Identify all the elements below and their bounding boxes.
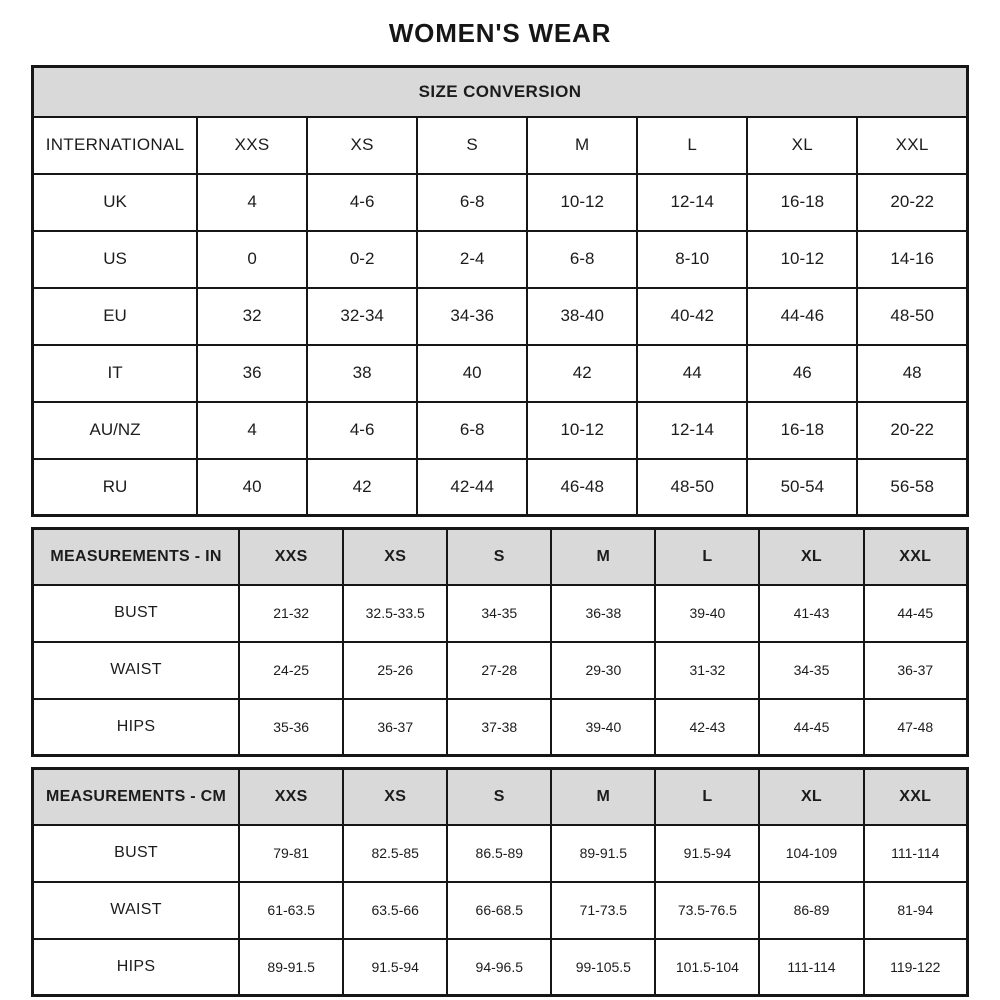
size-value: 36: [197, 345, 307, 402]
size-value: 40: [197, 459, 307, 516]
size-value: 6-8: [417, 402, 527, 459]
row-label: UK: [33, 174, 198, 231]
size-value: 16-18: [747, 402, 857, 459]
measurement-value: 91.5-94: [343, 939, 447, 996]
measurement-value: 44-45: [759, 699, 863, 756]
size-header: XXL: [864, 769, 968, 825]
table-title: MEASUREMENTS - IN: [33, 529, 240, 585]
size-value: 10-12: [527, 402, 637, 459]
measurement-value: 24-25: [239, 642, 343, 699]
table-row: [33, 231, 968, 288]
size-header: XXL: [864, 529, 968, 585]
measurement-value: 99-105.5: [551, 939, 655, 996]
measurement-value: 94-96.5: [447, 939, 551, 996]
measurement-value: 91.5-94: [655, 825, 759, 882]
size-conversion-table: [31, 65, 969, 517]
size-value: 32-34: [307, 288, 417, 345]
size-header: M: [527, 117, 637, 174]
measurement-value: 61-63.5: [239, 882, 343, 939]
size-value: 38-40: [527, 288, 637, 345]
table-row: [33, 642, 968, 699]
measurement-value: 21-32: [239, 585, 343, 642]
size-conversion-body: [33, 67, 968, 516]
size-value: 34-36: [417, 288, 527, 345]
size-header: XXS: [239, 769, 343, 825]
table-title-row: [33, 67, 968, 117]
measurement-value: 37-38: [447, 699, 551, 756]
measurement-value: 27-28: [447, 642, 551, 699]
row-label: BUST: [33, 585, 240, 642]
size-value: 6-8: [417, 174, 527, 231]
size-header: XL: [759, 529, 863, 585]
size-value: 2-4: [417, 231, 527, 288]
size-value: 40-42: [637, 288, 747, 345]
measurement-value: 42-43: [655, 699, 759, 756]
measurement-value: 66-68.5: [447, 882, 551, 939]
measurement-value: 101.5-104: [655, 939, 759, 996]
measurement-value: 39-40: [551, 699, 655, 756]
size-value: 48-50: [637, 459, 747, 516]
measurement-value: 47-48: [864, 699, 968, 756]
size-value: 32: [197, 288, 307, 345]
size-value: 44: [637, 345, 747, 402]
measurement-value: 39-40: [655, 585, 759, 642]
table-row: [33, 459, 968, 516]
table-row: [33, 585, 968, 642]
size-header: XS: [343, 529, 447, 585]
size-value: 10-12: [747, 231, 857, 288]
measurement-value: 34-35: [759, 642, 863, 699]
measurement-value: 36-37: [864, 642, 968, 699]
size-value: 56-58: [857, 459, 967, 516]
size-header: S: [417, 117, 527, 174]
row-label: WAIST: [33, 882, 240, 939]
row-label: RU: [33, 459, 198, 516]
size-value: 4-6: [307, 402, 417, 459]
row-label: BUST: [33, 825, 240, 882]
row-label: INTERNATIONAL: [33, 117, 198, 174]
measurement-value: 86.5-89: [447, 825, 551, 882]
size-value: 44-46: [747, 288, 857, 345]
column-header-row: [33, 529, 968, 585]
measurement-value: 29-30: [551, 642, 655, 699]
size-header: XS: [307, 117, 417, 174]
measurement-value: 44-45: [864, 585, 968, 642]
size-value: 50-54: [747, 459, 857, 516]
measurement-value: 73.5-76.5: [655, 882, 759, 939]
size-value: 48-50: [857, 288, 967, 345]
size-header: XL: [759, 769, 863, 825]
measurement-value: 89-91.5: [239, 939, 343, 996]
size-value: 42: [527, 345, 637, 402]
measurement-value: 111-114: [864, 825, 968, 882]
column-header-row: [33, 117, 968, 174]
size-value: 48: [857, 345, 967, 402]
size-header: M: [551, 529, 655, 585]
row-label: IT: [33, 345, 198, 402]
table-title: MEASUREMENTS - CM: [33, 769, 240, 825]
measurement-value: 111-114: [759, 939, 863, 996]
table-title: SIZE CONVERSION: [33, 67, 968, 117]
measurement-value: 71-73.5: [551, 882, 655, 939]
size-value: 14-16: [857, 231, 967, 288]
table-row: [33, 882, 968, 939]
table-row: [33, 345, 968, 402]
size-value: 10-12: [527, 174, 637, 231]
measurements-cm-body: [33, 769, 968, 996]
size-header: L: [655, 529, 759, 585]
size-value: 6-8: [527, 231, 637, 288]
measurements-cm-table: [31, 767, 969, 997]
measurement-value: 35-36: [239, 699, 343, 756]
measurement-value: 41-43: [759, 585, 863, 642]
measurement-value: 119-122: [864, 939, 968, 996]
size-header: S: [447, 529, 551, 585]
measurements-in-body: [33, 529, 968, 756]
size-value: 4-6: [307, 174, 417, 231]
size-value: 0: [197, 231, 307, 288]
measurement-value: 89-91.5: [551, 825, 655, 882]
size-value: 42: [307, 459, 417, 516]
measurement-value: 36-37: [343, 699, 447, 756]
row-label: AU/NZ: [33, 402, 198, 459]
row-label: WAIST: [33, 642, 240, 699]
size-header: XL: [747, 117, 857, 174]
size-value: 12-14: [637, 402, 747, 459]
row-label: HIPS: [33, 939, 240, 996]
table-row: [33, 402, 968, 459]
size-header: M: [551, 769, 655, 825]
row-label: EU: [33, 288, 198, 345]
page-title: WOMEN'S WEAR: [388, 18, 612, 48]
size-value: 4: [197, 402, 307, 459]
size-header: XXS: [239, 529, 343, 585]
size-value: 20-22: [857, 402, 967, 459]
size-header: S: [447, 769, 551, 825]
row-label: US: [33, 231, 198, 288]
size-value: 12-14: [637, 174, 747, 231]
measurement-value: 31-32: [655, 642, 759, 699]
table-row: [33, 825, 968, 882]
size-value: 0-2: [307, 231, 417, 288]
measurement-value: 79-81: [239, 825, 343, 882]
size-value: 42-44: [417, 459, 527, 516]
measurement-value: 25-26: [343, 642, 447, 699]
size-value: 46-48: [527, 459, 637, 516]
measurement-value: 104-109: [759, 825, 863, 882]
measurement-value: 82.5-85: [343, 825, 447, 882]
size-value: 20-22: [857, 174, 967, 231]
column-header-row: [33, 769, 968, 825]
size-value: 38: [307, 345, 417, 402]
measurement-value: 81-94: [864, 882, 968, 939]
size-header: XS: [343, 769, 447, 825]
measurement-value: 86-89: [759, 882, 863, 939]
table-row: [33, 288, 968, 345]
size-header: L: [655, 769, 759, 825]
measurement-value: 63.5-66: [343, 882, 447, 939]
size-header: L: [637, 117, 747, 174]
size-value: 4: [197, 174, 307, 231]
size-value: 40: [417, 345, 527, 402]
size-header: XXS: [197, 117, 307, 174]
size-value: 46: [747, 345, 857, 402]
measurement-value: 32.5-33.5: [343, 585, 447, 642]
measurements-in-table: [31, 527, 969, 757]
table-row: [33, 174, 968, 231]
size-value: 16-18: [747, 174, 857, 231]
row-label: HIPS: [33, 699, 240, 756]
size-value: 8-10: [637, 231, 747, 288]
table-row: [33, 939, 968, 996]
measurement-value: 34-35: [447, 585, 551, 642]
size-header: XXL: [857, 117, 967, 174]
measurement-value: 36-38: [551, 585, 655, 642]
table-row: [33, 699, 968, 756]
